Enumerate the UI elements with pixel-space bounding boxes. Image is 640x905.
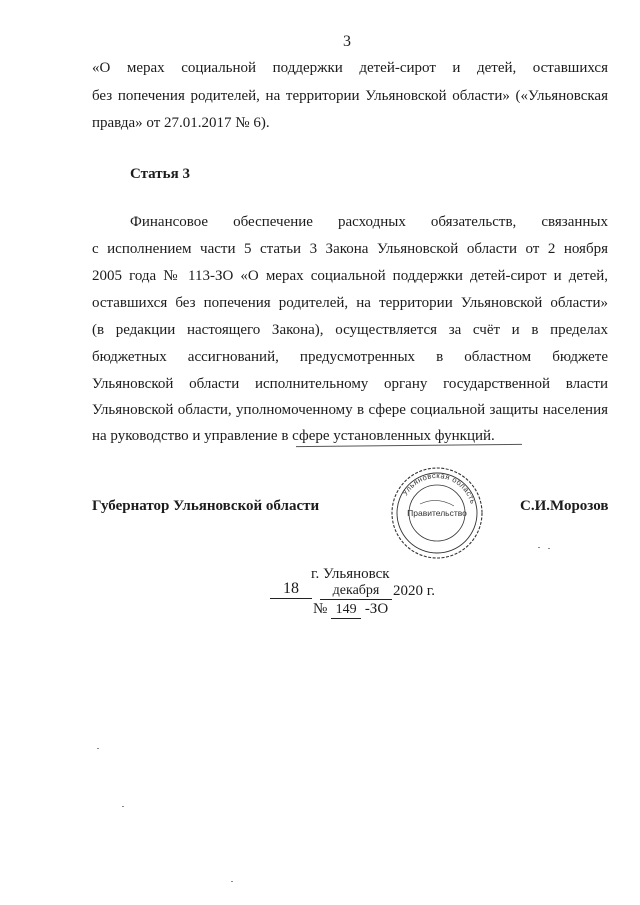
law-number-value: 149 — [331, 602, 361, 619]
seal-center-text: Правительство — [407, 508, 467, 518]
page-number: 3 — [343, 33, 351, 50]
city-name: г. Ульяновск — [311, 566, 390, 582]
intro-line-1: «О мерах социальной поддержки детей-сирот и детей, оставшихся — [92, 60, 608, 76]
scan-speck — [548, 548, 550, 549]
signature-name: С.И.Морозов — [520, 498, 609, 514]
article-line-5: (в редакции настоящего Закона), осуществляется за счёт и в пределах — [92, 322, 608, 338]
date-day: 18 — [270, 580, 312, 599]
article-heading: Статья 3 — [130, 166, 190, 182]
intro-line-3: правда» от 27.01.2017 № 6). — [92, 115, 270, 131]
article-line-6: бюджетных ассигнований, предусмотренных в областном бюджете — [92, 349, 608, 365]
intro-line-2: без попечения родителей, на территории Ульяновской области» («Ульяновская — [92, 88, 608, 104]
scan-speck — [122, 806, 124, 807]
scan-speck — [231, 881, 233, 882]
governor-title: Губернатор Ульяновской области — [92, 498, 320, 514]
article-line-4: оставшихся без попечения родителей, на территории Ульяновской области» — [92, 295, 608, 311]
article-line-9: на руководство и управление в сфере установленных функций. — [92, 428, 495, 444]
law-number-prefix: № — [313, 601, 328, 617]
article-line-8: Ульяновской области, уполномоченному в сфере социальной защиты населения — [92, 402, 608, 418]
article-line-7: Ульяновской области исполнительному органу государственной власти — [92, 376, 608, 392]
date-month: декабря — [320, 583, 392, 600]
official-seal-stamp — [390, 466, 484, 560]
article-line-1: Финансовое обеспечение расходных обязательств, связанных — [130, 214, 608, 230]
law-number-suffix: -ЗО — [364, 601, 389, 617]
article-line-3: 2005 года № 113-ЗО «О мерах социальной поддержки детей-сирот и детей, — [92, 268, 608, 284]
date-year: 2020 г. — [393, 583, 435, 599]
seal-ring-text: Ульяновская область — [400, 470, 478, 506]
scan-speck — [97, 748, 99, 749]
law-number — [313, 601, 388, 619]
scan-speck — [538, 547, 540, 548]
article-line-2: с исполнением части 5 статьи 3 Закона Ульяновской области от 2 ноября — [92, 241, 608, 257]
